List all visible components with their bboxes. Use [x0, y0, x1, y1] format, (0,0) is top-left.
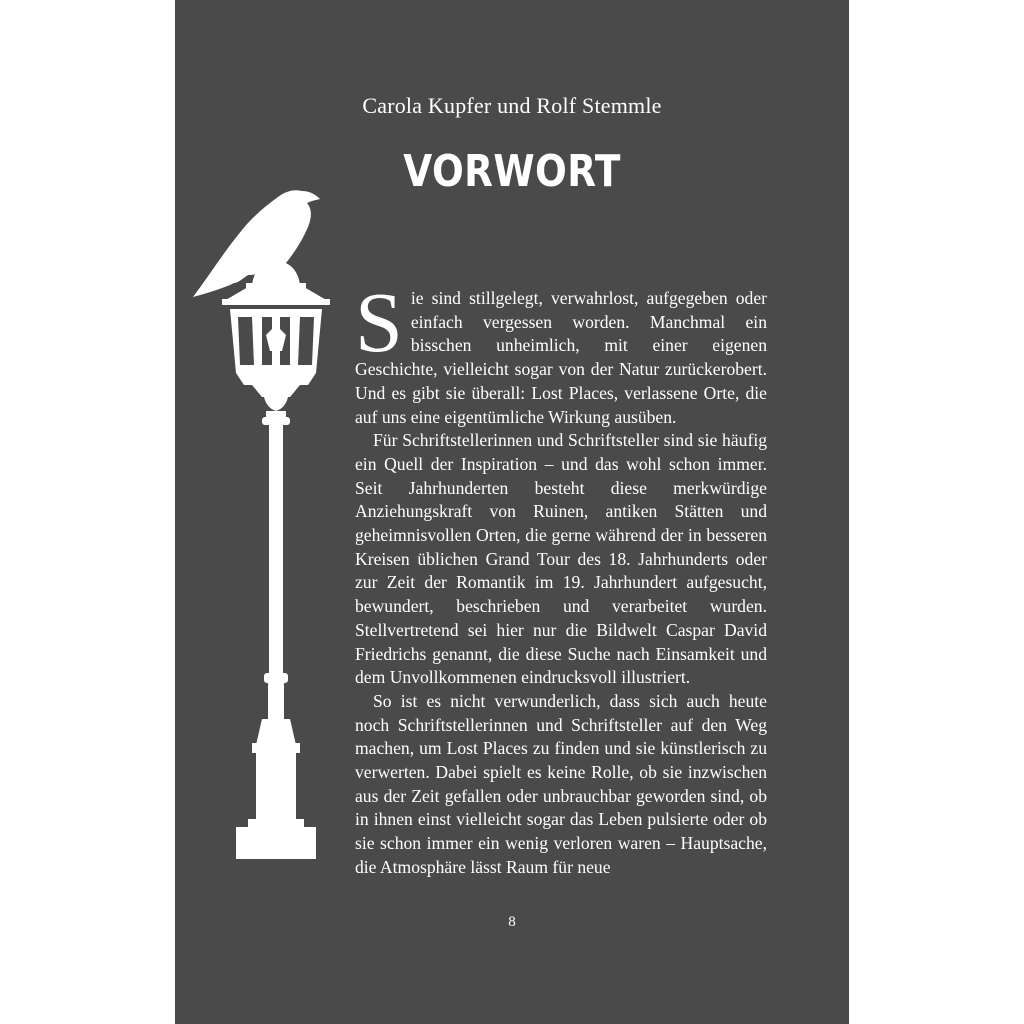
page-number: 8 [508, 914, 516, 930]
author-line: Carola Kupfer und Rolf Stemmle [362, 93, 662, 118]
drop-cap: S [355, 274, 403, 370]
paragraph-1-text: ie sind stillgelegt, verwahrlost, aufgegeben oder einfach vergessen worden. Manchmal ein bisschen unheimlich, mit einer eigenen Geschichte, vielleicht sogar von der Natur zurückerobert. Und es gibt sie überall: Lost Places, verlassene Orte, die auf uns eine eigentümliche Wirkung ausüben. [355, 288, 767, 427]
paragraph-1 [355, 274, 767, 429]
chapter-title: VORWORT [403, 146, 621, 197]
paragraph-2: Für Schriftstellerinnen und Schriftsteller sind sie häufig ein Quell der Inspiration – und das wohl schon immer. Seit Jahrhunderten besteht diese merkwürdige Anziehungskraft von Ruinen, antiken Stätten und geheimnisvollen Orten, die gerne während der in besseren Kreisen üblichen Grand Tour des 18. Jahrhunderts oder zur Zeit der Romantik im 19. Jahrhundert aufgesucht, bewundert, beschrieben und verarbeitet wurden. Stellvertretend sei hier nur die Bildwelt Caspar David Friedrichs genannt, die diese Suche nach Einsamkeit und dem Unvollkommenen eindrucksvoll illustriert. [355, 430, 767, 688]
street-lamp-icon [222, 249, 330, 859]
paragraph-3: So ist es nicht verwunderlich, dass sich auch heute noch Schriftstellerinnen und Schriftsteller auf den Weg machen, um Lost Places zu finden und sie künstlerisch zu verwerten. Dabei spielt es keine Rolle, ob sie inzwischen aus der Zeit gefallen oder unbrauchbar geworden sind, ob in ihnen einst vielleicht sogar das Leben pulsierte oder ob sie schon immer ein wenig verloren waren – Hauptsache, die Atmosphäre lässt Raum für neue [355, 690, 767, 877]
raven-on-street-lamp-icon [190, 185, 350, 865]
book-page [175, 0, 849, 1024]
foreword-text [355, 274, 767, 880]
